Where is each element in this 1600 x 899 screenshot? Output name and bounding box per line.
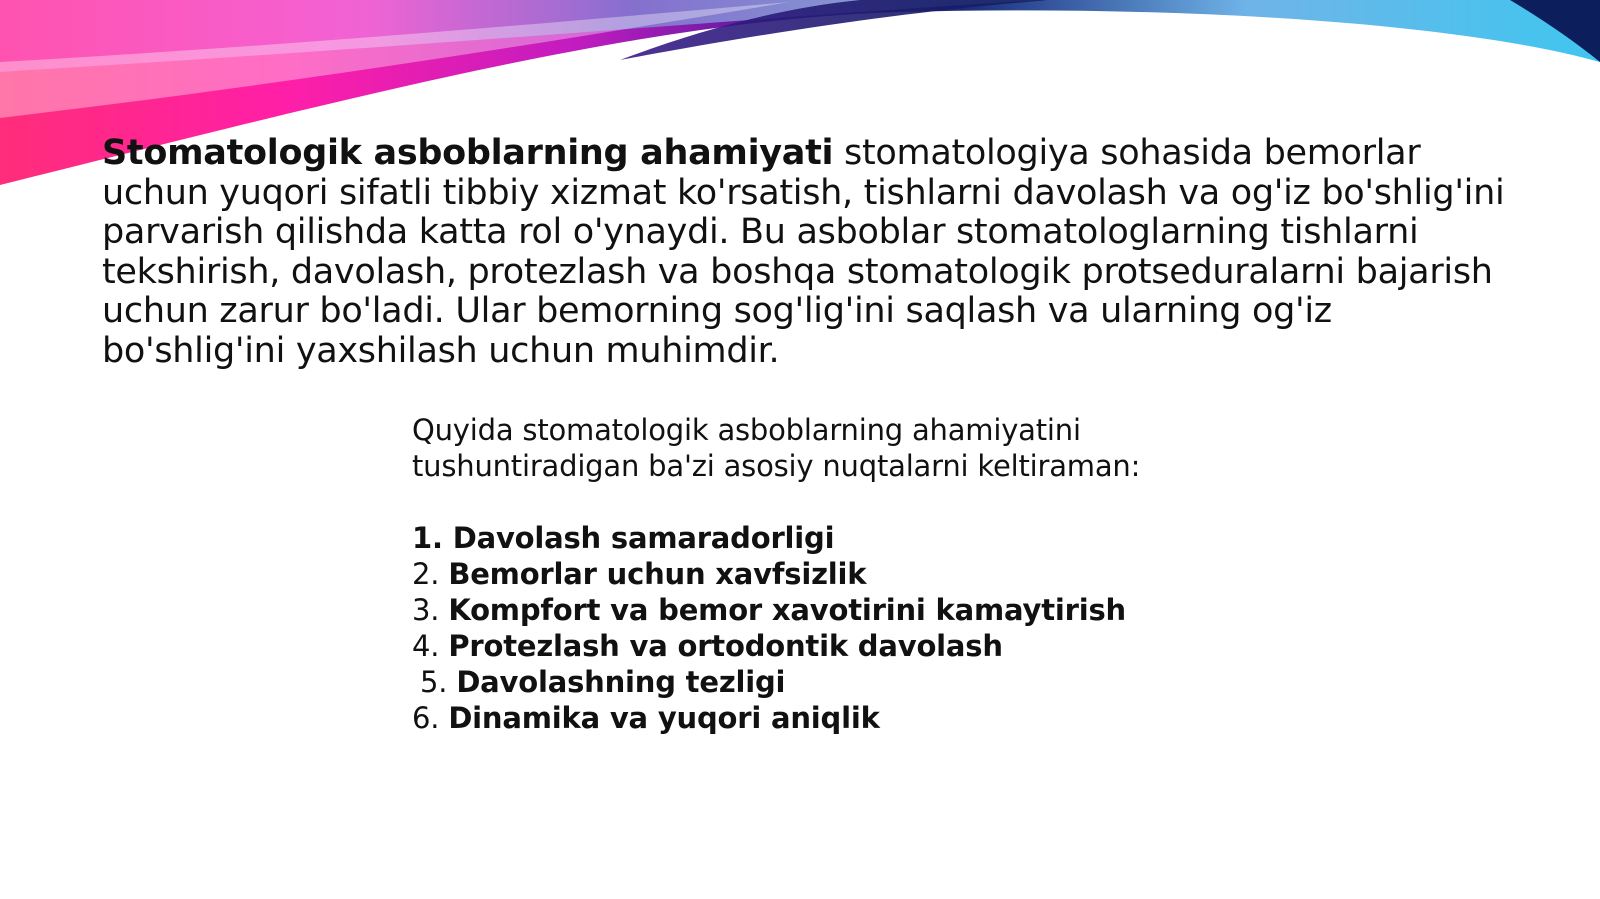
list-item — [412, 664, 1172, 700]
points-lead-line-2: tushuntiradigan ba'zi asosiy nuqtalarni keltiraman: — [412, 449, 1141, 483]
points-lead-line-1: Quyida stomatologik asboblarning ahamiyatini — [412, 413, 1081, 447]
list-item-label: Davolash samaradorligi — [452, 521, 835, 555]
list-item — [412, 700, 1172, 736]
list-item — [412, 592, 1172, 628]
list-item-number: 6. — [412, 701, 440, 735]
list-item — [412, 520, 1172, 556]
list-item-label: Kompfort va bemor xavotirini kamaytirish — [448, 593, 1126, 627]
intro-paragraph — [102, 134, 1522, 371]
list-item — [412, 628, 1172, 664]
list-item-label: Bemorlar uchun xavfsizlik — [448, 557, 867, 591]
list-item-number: 1. — [412, 521, 443, 555]
list-item-label: Davolashning tezligi — [456, 665, 786, 699]
list-item-number: 4. — [412, 629, 440, 663]
key-points-block — [412, 412, 1172, 736]
list-item-number: 2. — [412, 557, 440, 591]
intro-text: stomatologiya sohasida bemorlar uchun yuqori sifatli tibbiy xizmat ko'rsatish, tishlarni davolash va og'iz bo'shlig'ini parvarish qilishda katta rol o'ynaydi. Bu asboblar stomatologlarning tishlarni tekshirish, davolash, protezlash va boshqa stomatologik protseduralarni bajarish uchun zarur bo'ladi. Ular bemorning sog'lig'ini saqlash va ularning og'iz bo'shlig'ini yaxshilash uchun muhimdir. — [102, 133, 1505, 371]
list-item — [412, 556, 1172, 592]
list-item-number: 5. — [420, 665, 448, 699]
list-item-label: Dinamika va yuqori aniqlik — [448, 701, 880, 735]
intro-bold-lead: Stomatologik asboblarning ahamiyati — [102, 133, 834, 173]
list-item-number: 3. — [412, 593, 440, 627]
list-item-label: Protezlash va ortodontik davolash — [448, 629, 1003, 663]
spacer — [412, 484, 1172, 520]
